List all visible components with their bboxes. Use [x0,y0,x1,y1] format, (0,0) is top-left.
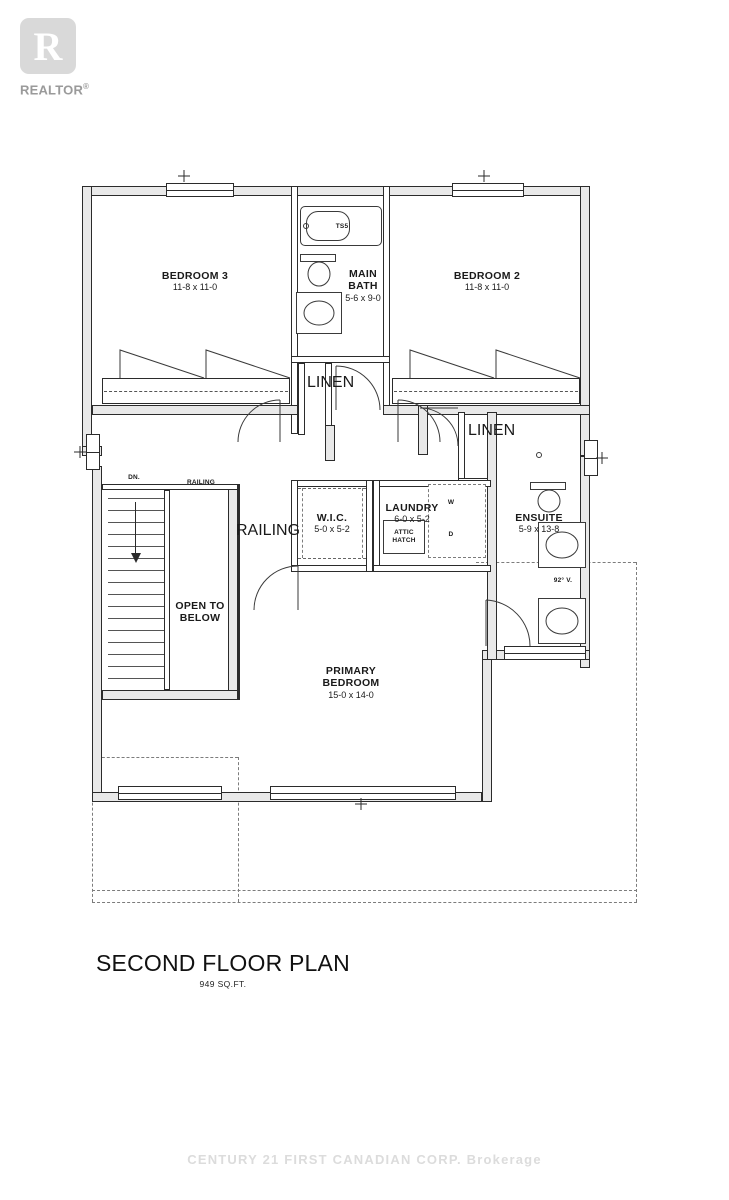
open-to-below-label [150,600,250,625]
railing-side-text: RAILING [236,522,301,539]
window-marker-icon [74,446,86,458]
railing-top-text: RAILING [186,479,216,486]
interior-wall-linen-left [298,363,305,435]
ensuite-name: ENSUITE [515,512,563,524]
stair-arrow-head-icon [129,548,143,564]
room-label-bedroom3 [130,270,260,293]
extent-dash-mid [238,757,239,902]
window-ensuite-bottom [504,646,586,660]
exterior-wall-left-lower [92,466,102,802]
attic-hatch-label [383,529,425,544]
window-marker-icon [355,798,367,810]
interior-wall-bath-bottom [291,356,390,363]
closet-bedroom3-door-icon [118,344,292,380]
mainbath-name-line2: BATH [348,280,378,293]
plan-area: 949 SQ.FT. [199,979,247,989]
plan-title: SECOND FLOOR PLAN [96,950,350,976]
interior-wall-laundry-bottom [373,565,491,572]
realtor-wordmark-text: REALTOR [20,82,84,98]
attic-line2: HATCH [392,536,416,544]
railing-top-label [164,479,238,487]
railing-side-label [236,522,300,540]
extent-dash-top2 [92,902,637,903]
primary-dim: 15-0 x 14-0 [328,689,374,700]
stair-tread [108,594,164,595]
brokerage-watermark: CENTURY 21 FIRST CANADIAN CORP. Brokerage [187,1152,542,1167]
extent-dash-right [636,562,637,902]
interior-wall-hall-left [325,425,335,461]
exterior-wall-right-upper [580,186,590,456]
linen-right-text: LINEN [468,422,516,439]
room-label-bedroom2 [422,270,552,293]
linen-left-label [307,374,354,392]
exterior-wall-primary-right [482,650,492,802]
stair-tread [108,498,164,499]
window-marker-icon [596,452,608,464]
open-to-below-line1: OPEN TO [175,600,225,612]
door-ensuite-icon[interactable] [482,598,532,648]
dn-text: DN. [128,474,140,481]
closet-bedroom2-door-icon [408,344,582,380]
extent-dash-lowerleft [92,757,238,758]
interior-wall-laundry-left [373,480,380,572]
second-floor-plan-drawing [0,150,729,950]
primary-name-line1: PRIMARY [325,665,377,677]
washer-text: W [447,499,455,506]
stair-tread [108,534,164,535]
interior-wall-stair-bottom [102,690,238,700]
window-primary-left [118,786,222,800]
room-label-main-bath [327,268,399,303]
stair-tread [108,630,164,631]
stair-tread [108,666,164,667]
tub-tag-label [322,223,362,231]
ensuite-dim: 5-9 x 13-8 [518,524,560,535]
ensuite-light-icon [534,450,544,460]
linen-left-text: LINEN [307,374,355,391]
bedroom2-name: BEDROOM 2 [453,270,521,282]
room-label-wic [292,512,372,535]
realtor-logo [20,18,110,104]
door-bedroom3-icon[interactable] [236,398,282,444]
laundry-dim: 6-0 x 5-2 [394,514,430,525]
room-label-primary-bedroom [286,665,416,700]
stair-tread [108,654,164,655]
stair-rail-line [238,484,240,700]
vault-label [535,577,591,585]
wic-shelf [298,488,366,490]
door-ensuite-hall-icon[interactable] [418,406,460,448]
stair-down-label [114,474,154,482]
window-bedroom3-top [166,183,234,197]
window-bedroom2-top [452,183,524,197]
plan-title-block [96,950,350,989]
room-label-ensuite [487,512,591,535]
closet-bedroom2-shelf [394,391,578,393]
bedroom3-name: BEDROOM 3 [161,270,229,282]
stair-tread [108,522,164,523]
bedroom2-dim: 11-8 x 11-0 [464,282,510,293]
window-marker-icon [478,170,490,182]
mainbath-dim: 5-6 x 9-0 [345,292,381,303]
window-left-upper [86,434,100,470]
washer-label [436,499,466,507]
ensuite-sink-icon-2 [543,605,581,637]
realtor-logo-letter: R [33,23,63,69]
realtor-logo-wordmark [20,82,110,97]
linen-right-label [468,422,515,440]
stair-tread [108,570,164,571]
laundry-name: LAUNDRY [385,502,439,514]
exterior-wall-left-upper [82,186,92,452]
dryer-text: D [448,531,454,538]
stair-tread [108,582,164,583]
wic-name: W.I.C. [316,512,348,524]
stair-tread [108,678,164,679]
attic-line1: ATTIC [394,529,414,536]
extent-dash-top [92,890,637,891]
interior-wall-wic-bottom [291,565,373,572]
stair-tread [108,546,164,547]
interior-wall-stair-rail [164,490,170,690]
wic-dim: 5-0 x 5-2 [314,524,350,535]
dryer-label [436,531,466,539]
realtor-wordmark-registered: ® [83,82,90,91]
primary-name-line2: BEDROOM [322,677,380,690]
tub-drain-icon [302,222,310,230]
open-to-below-line2: BELOW [179,612,221,625]
closet-bedroom3-shelf [104,391,288,393]
tub-tag-text: TS5 [335,223,349,230]
wic-shelf [298,558,366,560]
mainbath-name-line1: MAIN [348,268,378,280]
bedroom3-dim: 11-8 x 11-0 [172,282,218,293]
stair-tread [108,510,164,511]
realtor-logo-mark [20,18,76,74]
door-wic-icon[interactable] [252,564,300,612]
vault-text: 92° V. [553,577,573,584]
interior-wall-stair-right [228,484,238,700]
stair-tread [108,642,164,643]
window-marker-icon [178,170,190,182]
